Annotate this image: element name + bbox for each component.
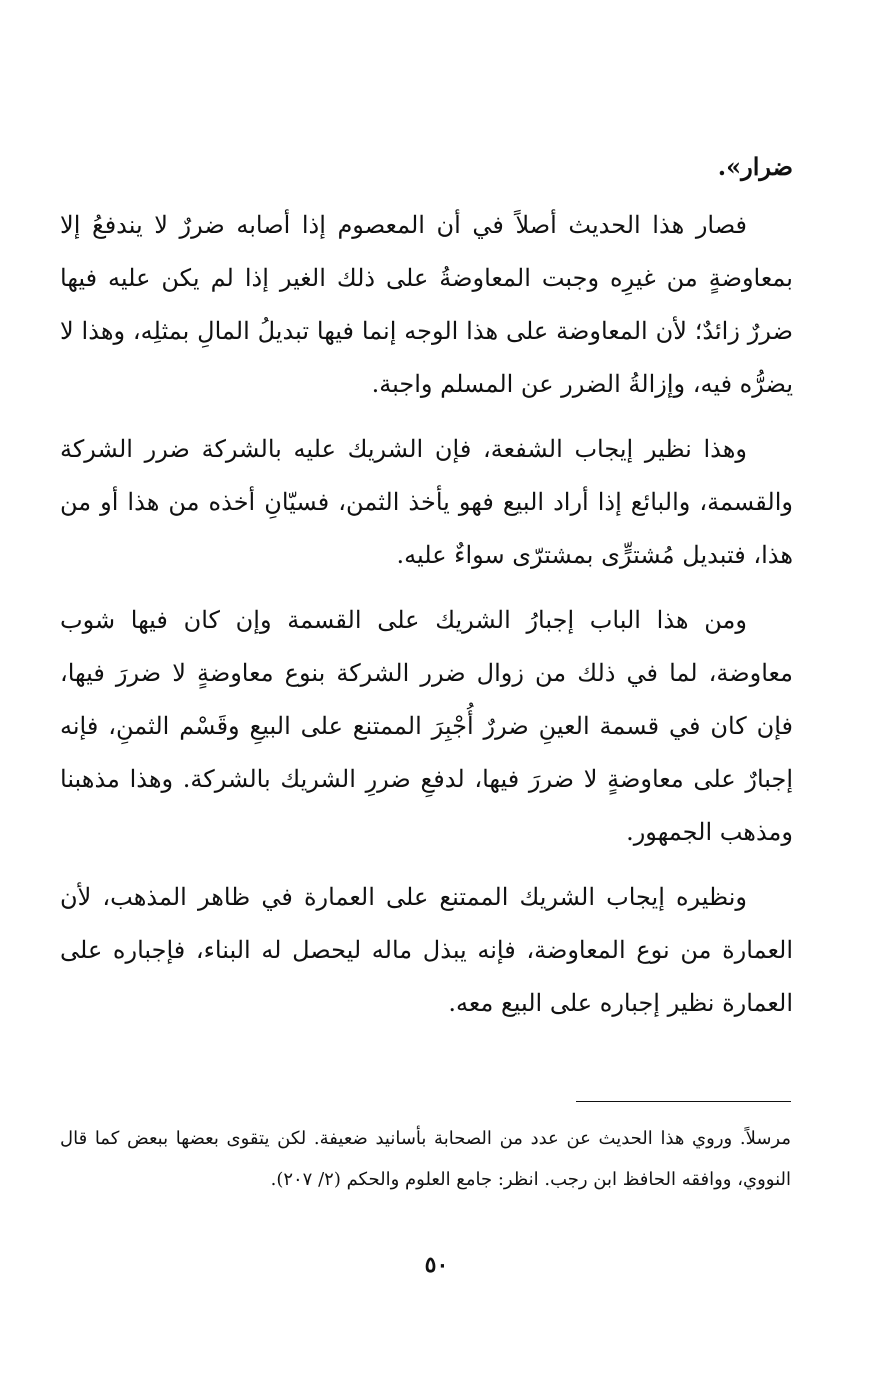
page-number: ٥٠ bbox=[424, 1252, 449, 1278]
main-text bbox=[60, 140, 793, 1042]
footnote-text: مرسلاً. وروي هذا الحديث عن عدد من الصحابة بأسانيد ضعيفة. لكن يتقوى بعضها ببعض كما قال النووي، ووافقه الحافظ ابن رجب. انظر: جامع العلوم والحكم (٢/ ٢٠٧). bbox=[60, 1128, 791, 1190]
footnote bbox=[60, 1118, 791, 1200]
paragraph: وهذا نظير إيجاب الشفعة، فإن الشريك عليه بالشركة ضرر الشركة والقسمة، والبائع إذا أراد البيع فهو يأخذ الثمن، فسيّانِ أخذه من هذا أو من هذا، فتبديل مُشترٍّى بمشترّى سواءٌ عليه. bbox=[60, 435, 793, 569]
footnote-divider bbox=[576, 1101, 791, 1102]
lead-fragment: ضرار». bbox=[717, 152, 793, 181]
paragraph: ومن هذا الباب إجبارُ الشريك على القسمة وإن كان فيها شوب معاوضة، لما في ذلك من زوال ضرر الشركة بنوع معاوضةٍ لا ضررَ فيها، فإن كان في قسمة العينِ ضررٌ أُجْبِرَ الممتنع على البيعِ وقَسْم الثمنِ، فإنه إجبارٌ على معاوضةٍ لا ضررَ فيها، لدفعِ ضررِ الشريك بالشركة. وهذا مذهبنا ومذهب الجمهور. bbox=[60, 606, 793, 846]
paragraph: فصار هذا الحديث أصلاً في أن المعصوم إذا أصابه ضررٌ لا يندفعُ إلا بمعاوضةٍ من غيرِه وجبت المعاوضةُ على ذلك الغير إذا لم يكن عليه فيها ضررٌ زائدٌ؛ لأن المعاوضة على هذا الوجه إنما فيها تبديلُ المالِ بمثلِه، وهذا لا يضرُّه فيه، وإزالةُ الضرر عن المسلم واجبة. bbox=[60, 211, 793, 398]
paragraph: ونظيره إيجاب الشريك الممتنع على العمارة في ظاهر المذهب، لأن العمارة من نوع المعاوضة، فإنه يبذل ماله ليحصل له البناء، فإجباره على العمارة نظير إجباره على البيع معه. bbox=[60, 883, 793, 1017]
